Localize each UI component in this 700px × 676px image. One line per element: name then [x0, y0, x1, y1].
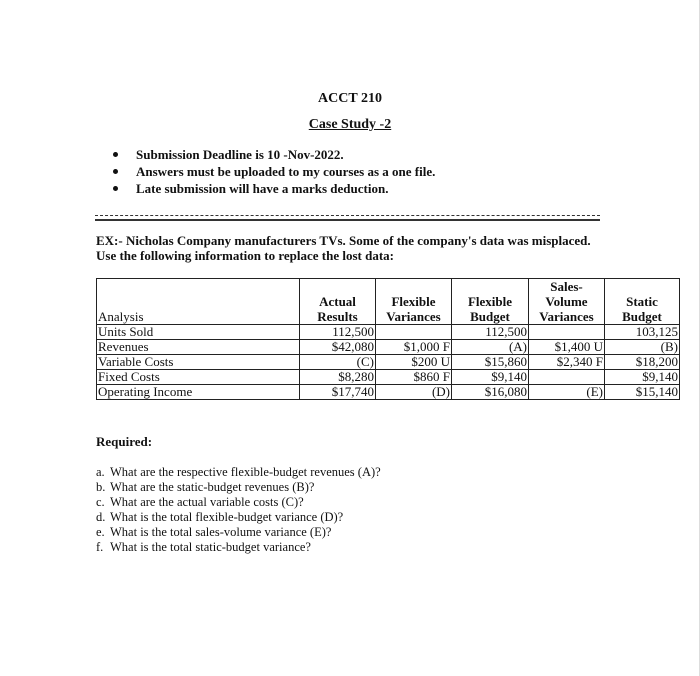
- cell: $9,140: [605, 370, 680, 385]
- question-item: [96, 465, 381, 480]
- question-text: What are the actual variable costs (C)?: [110, 495, 304, 509]
- header-static: Static Budget: [605, 279, 680, 325]
- table-header-row: [97, 279, 680, 325]
- cell: 103,125: [605, 325, 680, 340]
- header-flex-var: Flexible Variances: [376, 279, 452, 325]
- example-text: EX:- Nicholas Company manufacturers TVs. Some of the company's data was misplaced. Use the following information to replace the lost data:: [96, 233, 591, 263]
- row-label: Fixed Costs: [97, 370, 300, 385]
- variance-table: [96, 278, 680, 400]
- question-letter: b.: [96, 480, 106, 494]
- cell: $15,140: [605, 385, 680, 400]
- question-letter: c.: [96, 495, 105, 509]
- question-text: What is the total sales-volume variance (E)?: [110, 525, 332, 539]
- cell: (E): [529, 385, 605, 400]
- row-label: Operating Income: [97, 385, 300, 400]
- cell: (B): [605, 340, 680, 355]
- question-item: [96, 480, 381, 495]
- header-actual: Actual Results: [300, 279, 376, 325]
- table-row: [97, 370, 680, 385]
- required-heading: Required:: [96, 434, 153, 449]
- solid-divider: [95, 219, 600, 221]
- bullet-icon: [113, 186, 118, 191]
- question-letter: e.: [96, 525, 105, 539]
- header-flex-budget: Flexible Budget: [452, 279, 529, 325]
- question-text: What are the respective flexible-budget revenues (A)?: [110, 465, 381, 479]
- cell: $860 F: [376, 370, 452, 385]
- cell: $200 U: [376, 355, 452, 370]
- cell: (A): [452, 340, 529, 355]
- question-letter: a.: [96, 465, 105, 479]
- table-row: [97, 355, 680, 370]
- bullet-item: [108, 163, 435, 180]
- bullet-item: [108, 180, 435, 197]
- question-item: [96, 525, 381, 540]
- question-text: What is the total static-budget variance?: [110, 540, 311, 554]
- row-label: Revenues: [97, 340, 300, 355]
- header-sales-vol: Sales-Volume Variances: [529, 279, 605, 325]
- question-item: [96, 510, 381, 525]
- bullet-text: Submission Deadline is 10 -Nov-2022.: [136, 147, 344, 162]
- cell: $1,000 F: [376, 340, 452, 355]
- header-analysis: Analysis: [97, 279, 300, 325]
- case-study-title: Case Study -2: [308, 117, 392, 132]
- dashed-divider: [95, 215, 600, 216]
- cell: $42,080: [300, 340, 376, 355]
- bullet-icon: [113, 152, 118, 157]
- questions-list: [96, 465, 381, 555]
- bullet-text: Answers must be uploaded to my courses as a one file.: [136, 164, 436, 179]
- cell: $17,740: [300, 385, 376, 400]
- question-text: What are the static-budget revenues (B)?: [110, 480, 315, 494]
- cell: $8,280: [300, 370, 376, 385]
- cell: (D): [376, 385, 452, 400]
- question-item: [96, 495, 381, 510]
- cell: $15,860: [452, 355, 529, 370]
- question-text: What is the total flexible-budget variance (D)?: [110, 510, 344, 524]
- question-item: [96, 540, 381, 555]
- cell: $9,140: [452, 370, 529, 385]
- bullet-item: [108, 146, 435, 163]
- question-letter: f.: [96, 540, 104, 554]
- row-label: Variable Costs: [97, 355, 300, 370]
- cell: $18,200: [605, 355, 680, 370]
- table-row: [97, 325, 680, 340]
- cell: [376, 325, 452, 340]
- row-label: Units Sold: [97, 325, 300, 340]
- cell: $16,080: [452, 385, 529, 400]
- cell: $2,340 F: [529, 355, 605, 370]
- cell: [529, 325, 605, 340]
- cell: (C): [300, 355, 376, 370]
- table-row: [97, 385, 680, 400]
- bullet-icon: [113, 169, 118, 174]
- cell: [529, 370, 605, 385]
- instructions-list: [108, 146, 435, 197]
- bullet-text: Late submission will have a marks deduction.: [136, 181, 389, 196]
- question-letter: d.: [96, 510, 106, 524]
- cell: $1,400 U: [529, 340, 605, 355]
- table-row: [97, 340, 680, 355]
- cell: 112,500: [300, 325, 376, 340]
- cell: 112,500: [452, 325, 529, 340]
- course-title: ACCT 210: [318, 91, 382, 106]
